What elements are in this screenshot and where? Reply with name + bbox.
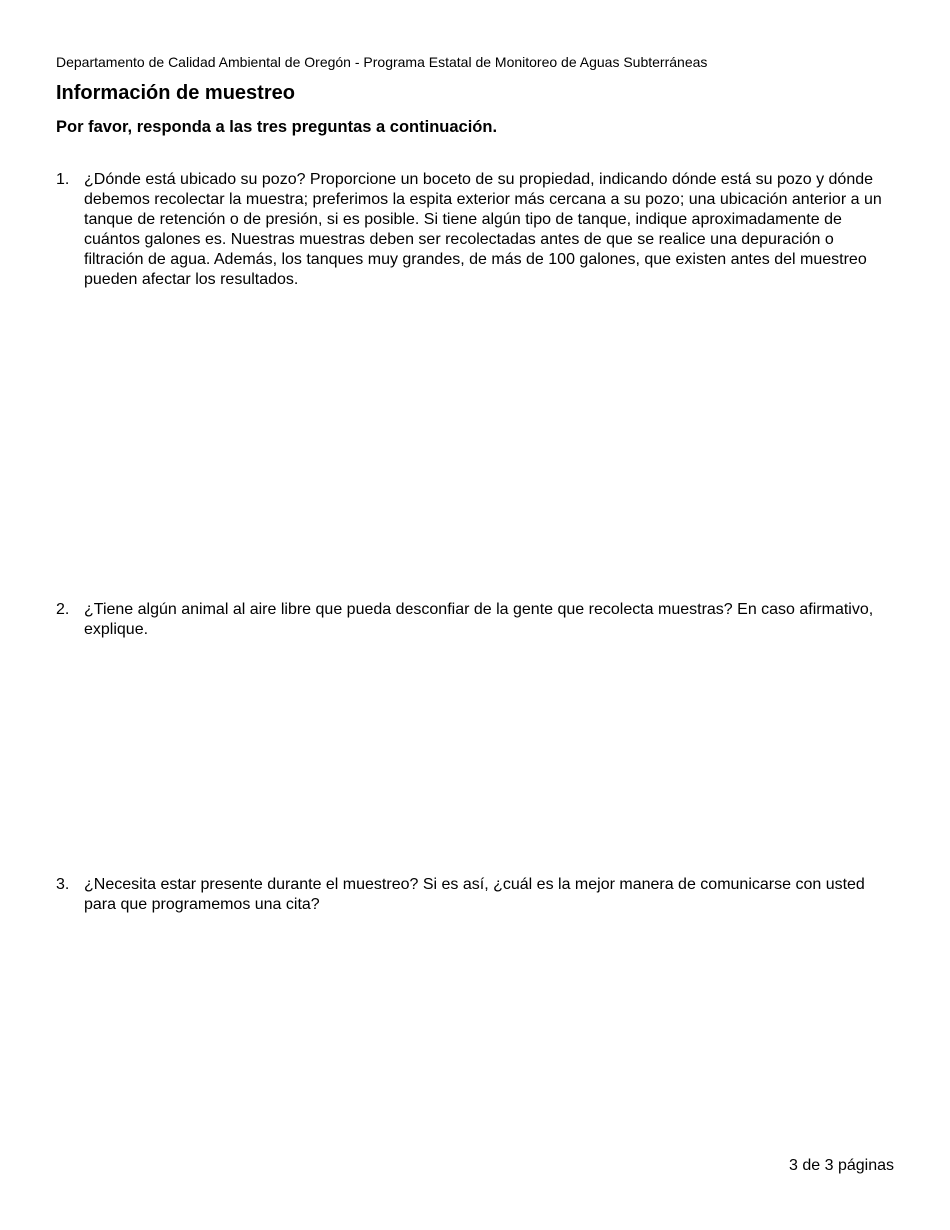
question-3-number: 3. [56, 876, 70, 893]
question-2-text: ¿Tiene algún animal al aire libre que pueda desconfiar de la gente que recolecta muestras? En caso afirmativo, explique. [84, 601, 874, 638]
question-1 [56, 170, 896, 290]
instruction-text: Por favor, responda a las tres preguntas a continuación. [56, 118, 498, 136]
question-1-text: ¿Dónde está ubicado su pozo? Proporcione un boceto de su propiedad, indicando dónde está su pozo y dónde debemos recolectar la muestra; preferimos la espita exterior más cercana a su pozo; una ubicación anterior a un tanque de retención o de presión, si es posible. Si tiene algún tipo de tanque, indique aproximadamente de cuántos galones es. Nuestras muestras deben ser recolectadas antes de que se realice una depuración o filtración de agua. Además, los tanques muy grandes, de más de 100 galones, que existen antes del muestreo pueden afectar los resultados. [84, 171, 882, 288]
question-1-number: 1. [56, 171, 70, 188]
question-2 [56, 600, 896, 640]
page-title: Información de muestreo [56, 82, 295, 104]
page-number: 3 de 3 páginas [789, 1157, 894, 1174]
agency-header: Departamento de Calidad Ambiental de Oregón - Programa Estatal de Monitoreo de Aguas Subterráneas [56, 54, 708, 70]
question-3 [56, 875, 896, 915]
question-2-number: 2. [56, 601, 70, 618]
question-3-text: ¿Necesita estar presente durante el muestreo? Si es así, ¿cuál es la mejor manera de comunicarse con usted para que programemos una cita? [84, 876, 865, 913]
